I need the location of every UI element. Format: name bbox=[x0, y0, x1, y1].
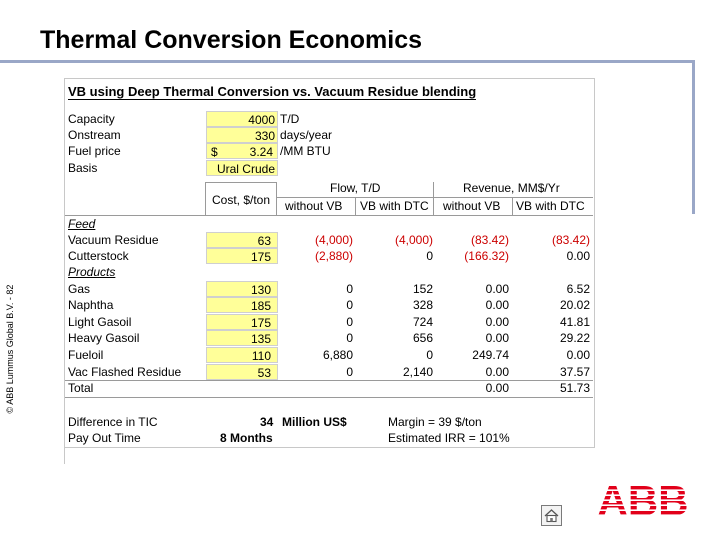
abb-logo-text: ABB bbox=[598, 481, 688, 518]
cost-cell: 135 bbox=[206, 330, 278, 346]
payout-value: 8 Months bbox=[220, 431, 273, 445]
total-bottom-border bbox=[65, 397, 593, 398]
currency-symbol: $ bbox=[211, 145, 218, 159]
revenue-header: Revenue, MM$/Yr bbox=[463, 181, 560, 195]
param-unit: days/year bbox=[280, 128, 333, 142]
product-label: Fueloil bbox=[68, 348, 104, 362]
margin-text: Margin = 39 $/ton bbox=[388, 415, 482, 429]
flow-without-vb: 0 bbox=[346, 331, 353, 345]
cost-cell: 130 bbox=[206, 281, 278, 297]
header-divider bbox=[433, 182, 434, 216]
right-divider bbox=[692, 60, 695, 214]
revenue-vb-with-dtc: 6.52 bbox=[566, 282, 590, 296]
flow-vb-with-dtc: 0 bbox=[426, 348, 433, 362]
product-label: Heavy Gasoil bbox=[68, 331, 140, 345]
revenue-without-vb: 249.74 bbox=[472, 348, 509, 362]
param-value: Ural Crude bbox=[206, 160, 278, 176]
flow-without-vb: 0 bbox=[346, 298, 353, 312]
flow-without-vb: (4,000) bbox=[314, 233, 353, 247]
col-header-without-vb: without VB bbox=[285, 199, 343, 213]
param-value: 3.24 bbox=[249, 145, 273, 159]
param-label: Fuel price bbox=[68, 144, 121, 158]
diff-tic-value: 34 bbox=[260, 415, 274, 429]
product-label: Vac Flashed Residue bbox=[68, 365, 182, 379]
home-icon bbox=[542, 506, 561, 525]
flow-vb-with-dtc: 0 bbox=[426, 249, 433, 263]
flow-vb-with-dtc: 724 bbox=[412, 315, 433, 329]
param-label: Capacity bbox=[68, 112, 115, 126]
header-divider bbox=[277, 197, 593, 198]
total-label: Total bbox=[68, 381, 94, 395]
revenue-vb-with-dtc: 37.57 bbox=[559, 365, 590, 379]
cost-cell: 110 bbox=[206, 347, 278, 363]
revenue-without-vb: (166.32) bbox=[464, 249, 509, 263]
copyright-note: © ABB Lummus Global B.V. - 82 bbox=[5, 284, 15, 414]
param-label: Basis bbox=[68, 161, 98, 175]
param-value: 4000 bbox=[206, 111, 278, 127]
cost-cell: 175 bbox=[206, 248, 278, 264]
param-value: 330 bbox=[206, 127, 278, 143]
col-header-without-vb: without VB bbox=[443, 199, 501, 213]
payout-label: Pay Out Time bbox=[68, 431, 141, 445]
cost-cell: 53 bbox=[206, 364, 278, 380]
flow-vb-with-dtc: (4,000) bbox=[394, 233, 433, 247]
cost-cell: 185 bbox=[206, 297, 278, 313]
flow-without-vb: 0 bbox=[346, 365, 353, 379]
col-header-vb-with-dtc: VB with DTC bbox=[360, 199, 429, 213]
revenue-without-vb: 0.00 bbox=[485, 365, 509, 379]
flow-vb-with-dtc: 2,140 bbox=[402, 365, 433, 379]
revenue-without-vb: 0.00 bbox=[485, 331, 509, 345]
revenue-vb-with-dtc: 0.00 bbox=[566, 348, 590, 362]
product-label: Naphtha bbox=[68, 298, 114, 312]
irr-text: Estimated IRR = 101% bbox=[388, 431, 510, 445]
total-revenue-vb-with-dtc: 51.73 bbox=[559, 381, 590, 395]
flow-without-vb: (2,880) bbox=[314, 249, 353, 263]
flow-header: Flow, T/D bbox=[330, 181, 381, 195]
section-products: Products bbox=[68, 265, 116, 279]
flow-vb-with-dtc: 152 bbox=[412, 282, 433, 296]
revenue-without-vb: (83.42) bbox=[470, 233, 509, 247]
flow-without-vb: 0 bbox=[346, 315, 353, 329]
revenue-without-vb: 0.00 bbox=[485, 315, 509, 329]
revenue-without-vb: 0.00 bbox=[485, 282, 509, 296]
sheet-edge bbox=[64, 446, 65, 464]
flow-vb-with-dtc: 328 bbox=[412, 298, 433, 312]
diff-tic-unit: Million US$ bbox=[282, 415, 347, 429]
col-header-vb-with-dtc: VB with DTC bbox=[516, 199, 585, 213]
total-revenue-without-vb: 0.00 bbox=[485, 381, 509, 395]
product-label: Gas bbox=[68, 282, 91, 296]
sheet-title: VB using Deep Thermal Conversion vs. Vacuum Residue blending bbox=[68, 84, 477, 99]
diff-tic-label: Difference in TIC bbox=[68, 415, 158, 429]
flow-without-vb: 0 bbox=[346, 282, 353, 296]
abb-logo bbox=[598, 481, 688, 518]
param-label: Onstream bbox=[68, 128, 121, 142]
header-bottom-border bbox=[65, 215, 593, 216]
revenue-vb-with-dtc: 41.81 bbox=[559, 315, 590, 329]
product-label: Light Gasoil bbox=[68, 315, 132, 329]
feed-label: Vacuum Residue bbox=[68, 233, 159, 247]
flow-vb-with-dtc: 656 bbox=[412, 331, 433, 345]
revenue-vb-with-dtc: 20.02 bbox=[559, 298, 590, 312]
header-divider bbox=[355, 197, 356, 215]
revenue-vb-with-dtc: 29.22 bbox=[559, 331, 590, 345]
cost-header: Cost, $/ton bbox=[205, 182, 277, 216]
param-unit: T/D bbox=[280, 112, 300, 126]
slide-title: Thermal Conversion Economics bbox=[40, 26, 423, 54]
header-divider bbox=[512, 197, 513, 215]
feed-label: Cutterstock bbox=[68, 249, 129, 263]
flow-without-vb: 6,880 bbox=[322, 348, 353, 362]
home-button[interactable] bbox=[541, 505, 562, 526]
cost-cell: 63 bbox=[206, 232, 278, 248]
spreadsheet bbox=[64, 78, 595, 448]
revenue-without-vb: 0.00 bbox=[485, 298, 509, 312]
revenue-vb-with-dtc: 0.00 bbox=[566, 249, 590, 263]
param-value-cell bbox=[206, 143, 278, 159]
section-feed: Feed bbox=[68, 217, 96, 231]
title-divider bbox=[0, 60, 695, 63]
param-unit: /MM BTU bbox=[280, 144, 331, 158]
cost-cell: 175 bbox=[206, 314, 278, 330]
revenue-vb-with-dtc: (83.42) bbox=[551, 233, 590, 247]
